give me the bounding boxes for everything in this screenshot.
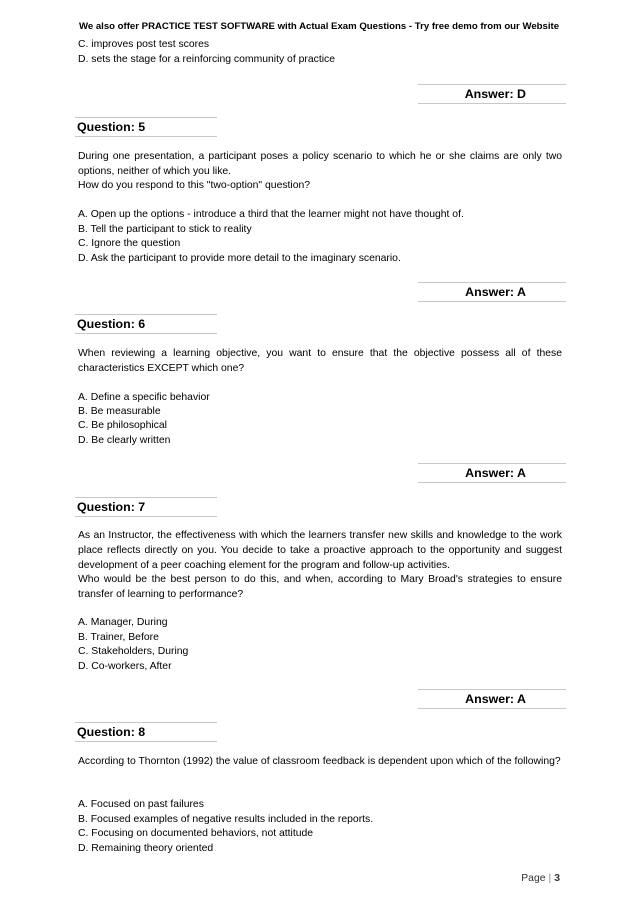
option-c: C. Ignore the question: [78, 238, 181, 249]
option-c: C. improves post test scores: [78, 39, 210, 50]
question-title: Question: 8: [77, 725, 146, 739]
question-heading: [75, 314, 217, 334]
option-d: D. sets the stage for a reinforcing community of practice: [78, 54, 335, 65]
page-footer: [521, 873, 560, 884]
question-heading: [75, 497, 217, 517]
answer-box: [418, 463, 566, 483]
option-a: A. Define a specific behavior: [78, 392, 210, 403]
answer-box: [418, 84, 566, 104]
question-text: During one presentation, a participant poses a policy scenario to which he or she claims are only two options, neither of which you like.: [78, 151, 562, 177]
answer-label: Answer: A: [465, 285, 526, 299]
option-b: B. Tell the participant to stick to reality: [78, 224, 252, 235]
question-title: Question: 6: [77, 317, 146, 331]
option-c: C. Stakeholders, During: [78, 646, 189, 657]
option-b: B. Be measurable: [78, 406, 161, 417]
answer-label: Answer: A: [465, 692, 526, 706]
answer-box: [418, 282, 566, 302]
option-c: C. Focusing on documented behaviors, not attitude: [78, 828, 314, 839]
page-label: Page: [521, 873, 546, 884]
page-separator: |: [548, 873, 552, 884]
question-prompt: Who would be the best person to do this, and when, according to Mary Broad's strategies to ensure transfer of learning to performance?: [78, 574, 562, 600]
answer-label: Answer: A: [465, 466, 526, 480]
option-a: A. Manager, During: [78, 617, 168, 628]
answer-box: [418, 689, 566, 709]
question-title: Question: 5: [77, 120, 146, 134]
option-b: B. Focused examples of negative results included in the reports.: [78, 814, 374, 825]
question-text: When reviewing a learning objective, you want to ensure that the objective possess all of these characteristics EXCEPT which one?: [78, 348, 562, 374]
option-b: B. Trainer, Before: [78, 632, 159, 643]
option-d: D. Co-workers, After: [78, 661, 172, 672]
page-number: 3: [554, 873, 560, 884]
page-header: We also offer PRACTICE TEST SOFTWARE with Actual Exam Questions - Try free demo from our Website: [78, 21, 560, 32]
question-prompt: How do you respond to this "two-option" question?: [78, 180, 311, 191]
option-d: D. Be clearly written: [78, 435, 171, 446]
question-heading: [75, 117, 217, 137]
option-a: A. Focused on past failures: [78, 799, 204, 810]
question-text: According to Thornton (1992) the value of classroom feedback is dependent upon which of the following?: [78, 756, 561, 767]
question-heading: [75, 722, 217, 742]
answer-label: Answer: D: [464, 87, 526, 101]
option-a: A. Open up the options - introduce a third that the learner might not have thought of.: [78, 209, 464, 220]
option-d: D. Remaining theory oriented: [78, 843, 214, 854]
question-title: Question: 7: [77, 500, 146, 514]
option-c: C. Be philosophical: [78, 420, 167, 431]
question-text: As an Instructor, the effectiveness with which the learners transfer new skills and knowledge to the work place reflects directly on you. You decide to take a proactive approach to the opportunity and suggest development of a peer coaching element for the program and follow-up activities.: [78, 530, 562, 571]
option-d: D. Ask the participant to provide more detail to the imaginary scenario.: [78, 253, 401, 264]
